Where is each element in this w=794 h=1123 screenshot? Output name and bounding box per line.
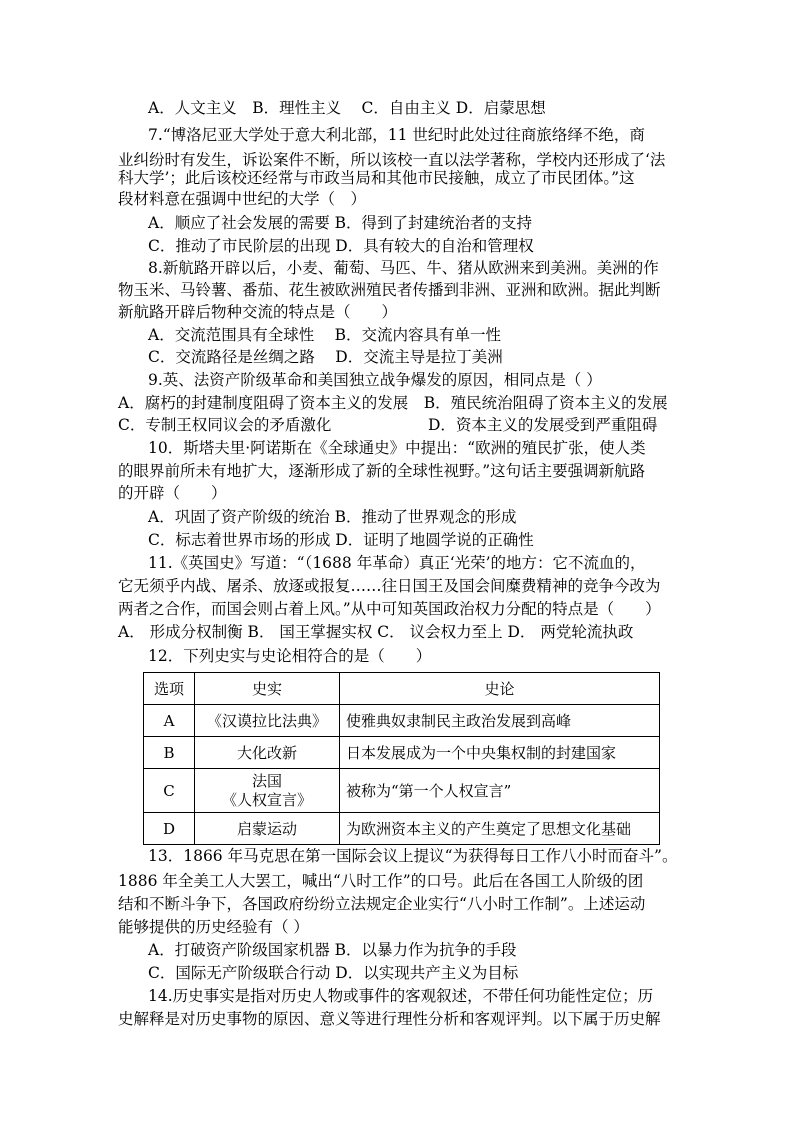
q8-options-ab: A．交流范围具有全球性 B．交流内容具有单一性 bbox=[148, 326, 502, 344]
row-fact: 启蒙运动 bbox=[195, 813, 340, 845]
q7-stem-line2: 业纠纷时有发生，诉讼案件不断，所以该校一直以法学著称，学校内还形成了‘法 bbox=[118, 151, 666, 169]
q9-options-ab: A．腐朽的封建制度阻碍了资本主义的发展 B．殖民统治阻碍了资本主义的发展 bbox=[118, 394, 668, 412]
q13-stem-line4: 能够提供的历史经验有（ ） bbox=[118, 918, 309, 936]
table-row bbox=[144, 705, 660, 737]
table-row bbox=[144, 813, 660, 845]
q10-stem-line3: 的开辟（ ） bbox=[118, 484, 227, 502]
q9-option-d: D．资本主义的发展受到严重阻碍 bbox=[428, 416, 658, 434]
q8-options-cd: C．交流路径是丝绸之路 D．交流主导是拉丁美洲 bbox=[148, 348, 503, 366]
q8-stem-line3: 新航路开辟后物种交流的特点是（ ） bbox=[118, 303, 398, 321]
q8-stem-line2: 物玉米、马铃薯、番茄、花生被欧洲殖民者传播到非洲、亚洲和欧洲。据此判断 bbox=[118, 281, 661, 299]
q10-stem-line1: 10．斯塔夫里·阿诺斯在《全球通史》中提出：“欧洲的殖民扩张，使人类 bbox=[148, 439, 646, 457]
q12-table bbox=[143, 672, 660, 845]
table-row bbox=[144, 737, 660, 769]
table-row bbox=[144, 769, 660, 813]
row-thesis: 日本发展成为一个中央集权制的封建国家 bbox=[340, 737, 660, 769]
header-option: 选项 bbox=[144, 673, 195, 705]
q10-options-cd: C．标志着世界市场的形成 D．证明了地圆学说的正确性 bbox=[148, 531, 534, 549]
q7-stem-line1: 7.“博洛尼亚大学处于意大利北部，11 世纪时此处过往商旅络绎不绝，商 bbox=[148, 126, 645, 144]
q11-options: A． 形成分权制衡 B． 国王掌握实权 C． 议会权力至上 D． 两党轮流执政 bbox=[118, 623, 634, 641]
q14-stem-line2: 史解释是对历史事物的原因、意义等进行理性分析和客观评判。以下属于历史解 bbox=[118, 1010, 661, 1028]
q10-options-ab: A．巩固了资产阶级的统治 B．推动了世界观念的形成 bbox=[148, 508, 517, 526]
q14-stem-line1: 14.历史事实是指对历史人物或事件的客观叙述，不带任何功能性定位；历 bbox=[148, 987, 654, 1005]
row-thesis: 使雅典奴隶制民主政治发展到高峰 bbox=[340, 705, 660, 737]
q13-options-cd: C．国际无产阶级联合行动 D．以实现共产主义为目标 bbox=[148, 964, 519, 982]
row-thesis: 为欧洲资本主义的产生奠定了思想文化基础 bbox=[340, 813, 660, 845]
q6-options: A．人文主义 B．理性主义 C．自由主义 D．启蒙思想 bbox=[148, 99, 546, 117]
table-header-row bbox=[144, 673, 660, 705]
q10-stem-line2: 的眼界前所未有地扩大，逐渐形成了新的全球性视野。”这句话主要强调新航路 bbox=[118, 462, 646, 480]
q13-options-ab: A．打破资产阶级国家机器 B．以暴力作为抗争的手段 bbox=[148, 941, 517, 959]
header-thesis: 史论 bbox=[340, 673, 660, 705]
row-fact-multiline bbox=[195, 769, 340, 813]
q7-stem-line3: 科大学’；此后该校还经常与市政当局和其他市民接触，成立了市民团体。”这 bbox=[118, 169, 635, 187]
q11-stem-line1: 11.《英国史》写道：“（1688 年革命）真正‘光荣’的地方：它不流血的， bbox=[148, 554, 646, 572]
q7-options-cd: C．推动了市民阶层的出现 D．具有较大的自治和管理权 bbox=[148, 237, 534, 255]
row-option: B bbox=[144, 737, 195, 769]
q13-stem-line3: 结和不断斗争下，各国政府纷纷立法规定企业实行“八小时工作制”。上述运动 bbox=[118, 895, 646, 913]
q9-option-c: C．专制王权同议会的矛盾激化 bbox=[118, 416, 332, 434]
q7-stem-line4: 段材料意在强调中世纪的大学（ ） bbox=[118, 190, 367, 208]
q7-options-ab: A．顺应了社会发展的需要 B．得到了封建统治者的支持 bbox=[148, 214, 533, 232]
row-option: C bbox=[144, 769, 195, 813]
row-option: A bbox=[144, 705, 195, 737]
row-fact-line1: 法国 bbox=[251, 771, 282, 790]
q13-stem-line1: 13．1866 年马克思在第一国际会议上提议“为获得每日工作八小时而奋斗”。 bbox=[148, 847, 678, 865]
header-fact: 史实 bbox=[195, 673, 340, 705]
row-option: D bbox=[144, 813, 195, 845]
q13-stem-line2: 1886 年全美工人大罢工，喊出“八时工作”的口号。此后在各国工人阶级的团 bbox=[118, 872, 644, 890]
q11-stem-line3: 两者之合作，而国会则占着上风。”从中可知英国政治权力分配的特点是（ ） bbox=[118, 600, 661, 618]
row-thesis: 被称为“第一个人权宣言” bbox=[340, 769, 660, 813]
row-fact: 大化改新 bbox=[195, 737, 340, 769]
q8-stem-line1: 8.新航路开辟以后，小麦、葡萄、马匹、牛、猪从欧洲来到美洲。美洲的作 bbox=[148, 259, 659, 277]
row-fact: 《汉谟拉比法典》 bbox=[195, 705, 340, 737]
q12-stem: 12．下列史实与史论相符合的是（ ） bbox=[148, 647, 432, 665]
q11-stem-line2: 它无须乎内战、屠杀、放逐或报复……往日国王及国会间糜费精神的竞争今改为 bbox=[118, 577, 661, 595]
row-fact-line2: 《人权宣言》 bbox=[221, 790, 312, 809]
q9-stem: 9.英、法资产阶级革命和美国独立战争爆发的原因，相同点是（ ） bbox=[148, 371, 602, 389]
